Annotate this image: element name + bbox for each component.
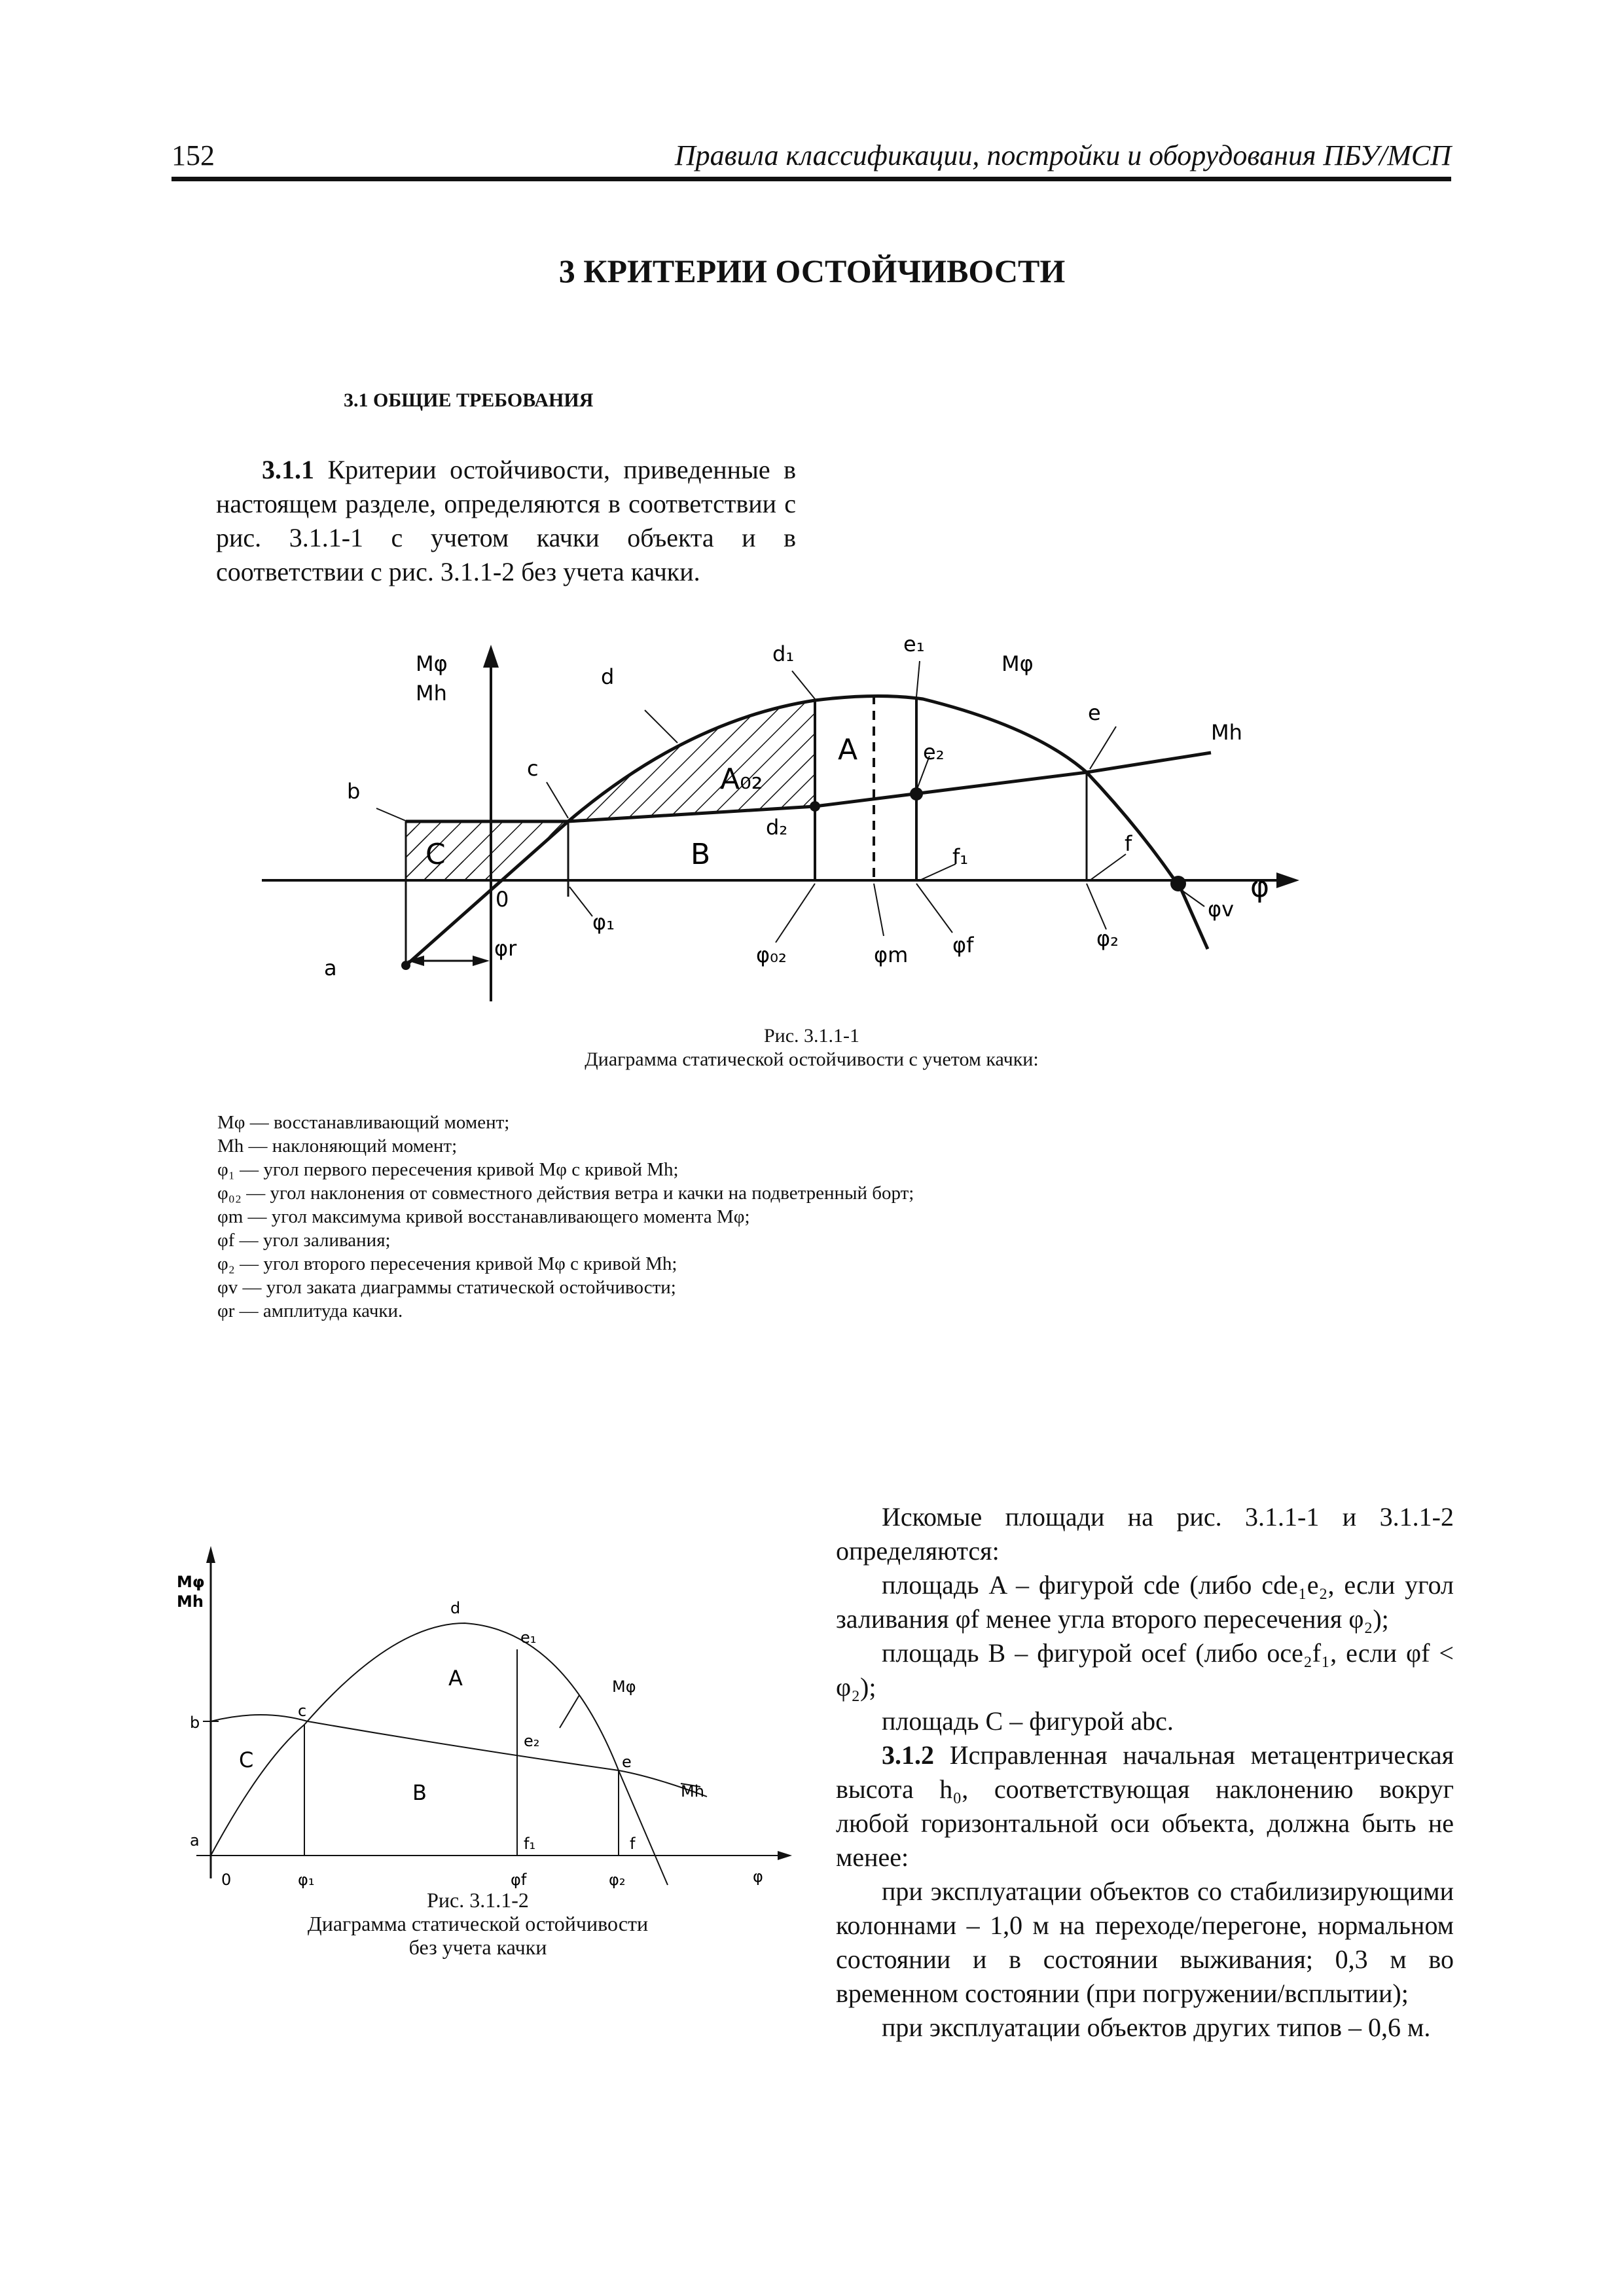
leader-phi-02 <box>776 884 815 942</box>
figure-1-number: Рис. 3.1.1-1 <box>763 1025 860 1047</box>
leader-d1 <box>792 671 815 699</box>
fig1-y-label-mh: Mh <box>416 681 447 706</box>
leader-e <box>1090 726 1116 769</box>
label-e2: e₂ <box>923 740 945 764</box>
fig2-label-f: f <box>630 1835 636 1853</box>
fig1-area-c: C <box>425 838 446 871</box>
fig1-area-b: B <box>691 838 711 871</box>
fig2-label-e: e <box>622 1753 632 1771</box>
label-d1: d₁ <box>772 641 795 666</box>
point-a <box>401 961 410 970</box>
figure-2-number: Рис. 3.1.1-2 <box>427 1888 529 1912</box>
leader-phi-2 <box>1087 884 1106 929</box>
fig2-label-phi-f: φf <box>511 1871 527 1889</box>
symbol-legend <box>217 1111 914 1323</box>
point-d2 <box>810 801 820 812</box>
y-axis-arrow <box>483 645 499 668</box>
legend-item: φ₂ — угол второго пересечения кривой Mφ с кривой Mh; <box>217 1253 677 1274</box>
fig2-x-axis-arrow <box>778 1851 792 1860</box>
requirement-item-2: при эксплуатации объектов других типов – 0,6 м. <box>882 2013 1431 2042</box>
leader-phi-1 <box>569 887 592 916</box>
fig2-x-label: φ <box>753 1867 763 1886</box>
label-b: b <box>347 779 361 804</box>
label-a: a <box>324 956 337 980</box>
legend-item: φ₁ — угол первого пересечения кривой Mφ с кривой Mh; <box>217 1159 679 1180</box>
fig2-area-b: B <box>412 1780 427 1805</box>
fig2-label-phi-1: φ₁ <box>298 1871 315 1889</box>
label-e: e <box>1088 700 1101 725</box>
label-f: f <box>1125 831 1132 856</box>
x-axis-arrow <box>1276 872 1299 888</box>
leader-d <box>645 710 677 743</box>
paragraph-text: Критерии остойчивости, приведенные в настоящем разделе, определяются в соответствии с рис. 3.1.1-1 с учетом качки объекта и в соответствии с рис. 3.1.1-2 без учета качки. <box>216 455 796 586</box>
fig2-label-c: c <box>298 1702 307 1720</box>
paragraph-3-1-2 <box>836 1738 1454 1874</box>
legend-item: φm — угол максимума кривой восстанавливающего момента Mφ; <box>217 1206 750 1227</box>
fig2-area-a: A <box>448 1666 463 1691</box>
fig2-label-f1: f₁ <box>524 1835 536 1853</box>
figure-3-1-1-2-diagram <box>0 1538 825 1892</box>
fig2-mh-curve <box>211 1715 707 1797</box>
fig1-curve-label-mh: Mh <box>1211 720 1242 745</box>
label-d: d <box>601 664 615 689</box>
leader-e1 <box>916 661 920 697</box>
fig2-label-phi-2: φ₂ <box>609 1871 626 1889</box>
label-phi-2: φ₂ <box>1096 926 1119 951</box>
legend-item: Mφ — восстанавливающий момент; <box>217 1112 510 1133</box>
legend-item: φf — угол заливания; <box>217 1230 391 1251</box>
fig1-area-a: A <box>838 733 858 766</box>
fig2-label-e1: e₁ <box>520 1628 537 1647</box>
fig2-curve-label-mphi: Mφ <box>612 1677 636 1696</box>
paragraph-text: Исправленная начальная метацентрическая высота h₀, соответствующая наклонению вокруг любой горизонтальной оси объекта, должна быть не менее: <box>836 1740 1454 1872</box>
figure-2-title-line-1: Диаграмма статической остойчивости <box>307 1912 649 1935</box>
fig2-label-zero: 0 <box>221 1871 232 1889</box>
leader-b <box>376 808 407 821</box>
figure-2-title-line-2: без учета качки <box>408 1935 547 1959</box>
paragraph-number: 3.1.1 <box>262 455 314 484</box>
label-phi-f: φf <box>952 933 974 958</box>
fig2-curve-label-mh: Mh <box>681 1782 704 1801</box>
paragraph-number: 3.1.2 <box>882 1740 934 1770</box>
fig2-leader-mphi <box>560 1695 579 1728</box>
chapter-title: 3 КРИТЕРИИ ОСТОЙЧИВОСТИ <box>558 253 1066 289</box>
fig1-y-label-mphi: Mφ <box>416 651 448 676</box>
page-number: 152 <box>171 139 215 171</box>
point-phi-v <box>1170 876 1186 891</box>
figure-3-1-1-diagram <box>0 0 1624 1021</box>
fig2-y-label-mh: Mh <box>177 1592 204 1611</box>
fig1-x-label: φ <box>1250 870 1270 904</box>
legend-item: φr — амплитуда качки. <box>217 1300 403 1321</box>
right-column-text <box>836 1500 1454 2045</box>
legend-item: Mh — наклоняющий момент; <box>217 1136 458 1157</box>
label-c: c <box>527 756 539 781</box>
requirement-item-1: при эксплуатации объектов со стабилизирующими колоннами – 1,0 м на переходе/перегоне, нормальном состоянии и в состоянии выживания; 0,3 м во временном состоянии (при погружении/всплытии); <box>836 1876 1454 2008</box>
label-zero: 0 <box>496 887 509 912</box>
fig2-label-b: b <box>190 1713 200 1732</box>
figure-1-title: Диаграмма статической остойчивости с учетом качки: <box>585 1049 1039 1070</box>
fig1-area-a02: A₀₂ <box>720 762 763 796</box>
fig1-curve-label-mphi: Mφ <box>1001 651 1034 676</box>
label-phi-02: φ₀₂ <box>756 942 787 967</box>
area-a-definition: площадь A – фигурой cde (либо cde₁e₂, если угол заливания φf менее угла второго пересечения φ₂); <box>836 1570 1454 1634</box>
area-c-definition: площадь C – фигурой abc. <box>882 1706 1174 1736</box>
label-phi-v: φv <box>1208 897 1235 922</box>
leader-phi-f <box>916 884 952 933</box>
label-e1: e₁ <box>903 632 925 656</box>
legend-item: φv — угол заката диаграммы статической остойчивости; <box>217 1277 676 1298</box>
label-d2: d₂ <box>766 815 788 840</box>
label-phi-m: φm <box>874 942 909 967</box>
leader-f1 <box>920 864 956 880</box>
area-b-definition: площадь B – фигурой ocef (либо oce₂f₁, если φf < φ₂); <box>836 1638 1454 1702</box>
leader-c <box>547 782 568 818</box>
fig2-y-label-mphi: Mφ <box>177 1573 205 1591</box>
fig2-label-a: a <box>190 1831 200 1850</box>
section-title: 3.1 ОБЩИЕ ТРЕБОВАНИЯ <box>344 389 594 411</box>
legend-item: φ₀₂ — угол наклонения от совместного действия ветра и качки на подветренный борт; <box>217 1183 914 1204</box>
running-title: Правила классификации, постройки и оборудования ПБУ/МСП <box>674 139 1451 171</box>
fig2-y-axis-arrow <box>206 1546 215 1563</box>
fig2-label-d: d <box>450 1599 461 1617</box>
label-f1: f₁ <box>952 844 969 869</box>
areas-intro: Искомые площади на рис. 3.1.1-1 и 3.1.1-2 определяются: <box>836 1502 1454 1566</box>
figure-1-caption <box>393 1024 1231 1071</box>
fig2-area-c: C <box>239 1748 254 1772</box>
phi-r-arrow-right <box>473 956 490 966</box>
label-phi-r: φr <box>494 936 517 961</box>
fig2-label-e2: e₂ <box>524 1732 540 1750</box>
label-phi-1: φ₁ <box>592 910 615 935</box>
area-a02-hatch <box>568 700 815 821</box>
figure-2-caption <box>262 1888 694 1959</box>
leader-phi-m <box>874 884 884 936</box>
leader-f <box>1090 854 1126 880</box>
fig2-mphi-curve <box>211 1623 668 1885</box>
